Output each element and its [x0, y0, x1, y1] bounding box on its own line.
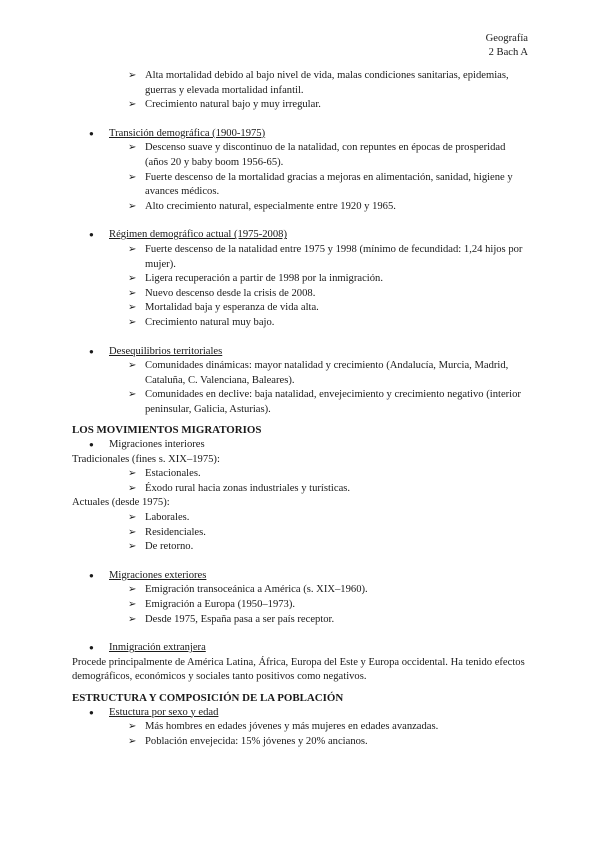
arrow-bullet-icon: ➢ [128, 273, 137, 285]
list-item: ➢ Fuerte descenso de la natalidad entre 1975 y 1998 (mínimo de fecundidad: 1,24 hijos por mujer). [128, 243, 523, 270]
section-transicion-title: ● Transición demográfica (1900-1975) [72, 127, 528, 142]
arrow-bullet-icon: ➢ [128, 360, 137, 372]
bullet-dot-icon: ● [89, 643, 94, 653]
list-item: ➢ Desde 1975, España pasa a ser país receptor. [72, 613, 528, 628]
arrow-bullet-icon: ➢ [128, 287, 137, 299]
list-item: ➢ Comunidades en declive: baja natalidad, envejecimiento y crecimiento negativo (interior peninsular, Galicia, Asturias). [128, 389, 521, 415]
actuales-label: Actuales (desde 1975): [72, 497, 170, 509]
section-heading-migratorios: LOS MOVIMIENTOS MIGRATORIOS [72, 424, 262, 437]
list-item: ➢ Alta mortalidad debido al bajo nivel de vida, malas condiciones sanitarias, epidemias, guerras y elevada mortalidad infantil. [128, 70, 509, 96]
list-item: ➢ Fuerte descenso de la mortalidad gracias a mejoras en alimentación, sanidad, higiene y avances médicos. [128, 171, 513, 198]
section-regimen-title: ● Régimen demográfico actual (1975-2008) [72, 228, 528, 243]
arrow-bullet-icon: ➢ [128, 512, 137, 524]
document-body [72, 69, 528, 749]
list-item: ➢ Laborales. [72, 511, 528, 526]
section-heading-estructura: ESTRUCTURA Y COMPOSICIÓN DE LA POBLACIÓN [72, 691, 344, 704]
list-item: ➢ Población envejecida: 15% jóvenes y 20% ancianos. [72, 735, 528, 750]
arrow-bullet-icon: ➢ [128, 599, 137, 610]
arrow-bullet-icon: ➢ [128, 316, 137, 328]
list-item: ➢ Más hombres en edades jóvenes y más mujeres en edades avanzadas. [72, 720, 528, 735]
bullet-dot-icon: ● [89, 570, 94, 580]
arrow-bullet-icon: ➢ [128, 613, 137, 625]
list-item: ➢ Comunidades dinámicas: mayor natalidad y crecimiento (Andalucía, Murcia, Madrid, Cataluña, C. Valenciana, Baleares). [128, 360, 509, 386]
arrow-bullet-icon: ➢ [128, 70, 137, 81]
list-item: ➢ Estacionales. [72, 467, 528, 482]
estructura-sexo-title: ● Estuctura por sexo y edad [72, 706, 528, 721]
arrow-bullet-icon: ➢ [128, 526, 137, 538]
list-item: ➢ De retorno. [72, 540, 528, 555]
list-item: ➢ Nuevo descenso desde la crisis de 2008. [72, 287, 528, 302]
inmigracion-extranjera-title: ● Inmigración extranjera [72, 641, 528, 656]
page-header [486, 32, 528, 60]
list-item: ➢ Crecimiento natural muy bajo. [72, 316, 528, 331]
arrow-bullet-icon: ➢ [128, 584, 137, 596]
arrow-bullet-icon: ➢ [128, 302, 137, 314]
list-item: ➢ Residenciales. [72, 526, 528, 541]
bullet-dot-icon: ● [89, 707, 94, 717]
arrow-bullet-icon: ➢ [128, 243, 137, 255]
arrow-bullet-icon: ➢ [128, 541, 137, 553]
list-item: ➢ Alto crecimiento natural, especialmente entre 1920 y 1965. [72, 200, 528, 215]
inmigracion-paragraph: Procede principalmente de América Latina, África, Europa del Este y Europa occidental. Ha tenido efectos demográficos, económicos y sociales tanto positivos como negativos. [72, 656, 525, 683]
arrow-bullet-icon: ➢ [128, 142, 137, 154]
arrow-bullet-icon: ➢ [128, 99, 137, 111]
arrow-bullet-icon: ➢ [128, 468, 137, 480]
list-item: ➢ Éxodo rural hacia zonas industriales y turísticas. [72, 482, 528, 497]
arrow-bullet-icon: ➢ [128, 721, 137, 733]
migraciones-exteriores-title: ● Migraciones exteriores [72, 569, 528, 584]
list-item: ➢ Crecimiento natural bajo y muy irregular. [72, 98, 528, 113]
header-course: 2 Bach A [488, 47, 528, 58]
tradicionales-label: Tradicionales (fines s. XIX–1975): [72, 453, 220, 465]
arrow-bullet-icon: ➢ [128, 482, 137, 494]
migraciones-interiores-title: ● Migraciones interiores [72, 438, 528, 453]
bullet-dot-icon: ● [89, 128, 94, 138]
list-item: ➢ Emigración transoceánica a América (s. XIX–1960). [72, 583, 528, 598]
list-item: ➢ Ligera recuperación a partir de 1998 por la inmigración. [72, 272, 528, 287]
bullet-dot-icon: ● [89, 230, 94, 240]
arrow-bullet-icon: ➢ [128, 171, 137, 183]
arrow-bullet-icon: ➢ [128, 735, 137, 747]
list-item: ➢ Mortalidad baja y esperanza de vida alta. [72, 301, 528, 316]
arrow-bullet-icon: ➢ [128, 200, 137, 212]
header-subject: Geografía [485, 33, 528, 44]
list-item: ➢ Descenso suave y discontinuo de la natalidad, con repuntes en épocas de prosperidad (años 20 y baby boom 1956-65). [128, 142, 506, 168]
section-desequilibrios-title: ● Desequilibrios territoriales [72, 345, 528, 360]
bullet-dot-icon: ● [89, 440, 94, 450]
bullet-dot-icon: ● [89, 346, 94, 356]
list-item: ➢ Emigración a Europa (1950–1973). [72, 598, 528, 613]
arrow-bullet-icon: ➢ [128, 389, 137, 401]
